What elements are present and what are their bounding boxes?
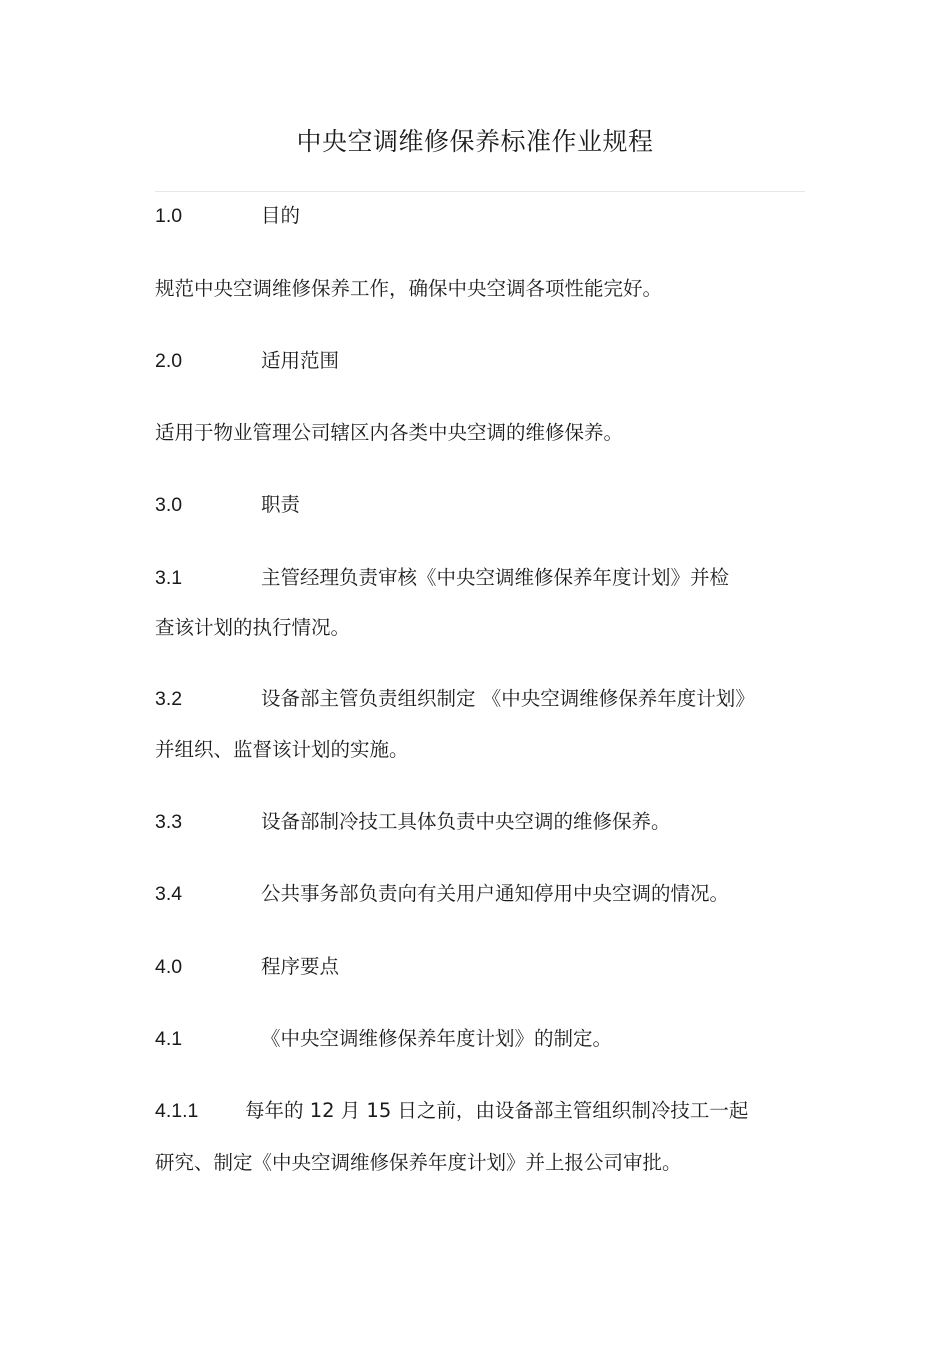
clause-4-1-1 [155, 1098, 748, 1124]
section-title: 职责 [261, 493, 301, 516]
section-title: 程序要点 [261, 955, 340, 978]
clause-text: 设备部主管负责组织制定 《中央空调维修保养年度计划》 [261, 687, 755, 710]
clause-4-1 [155, 1026, 612, 1052]
section-number: 4.0 [155, 956, 183, 978]
clause-3-2 [155, 686, 755, 712]
section-number: 3.0 [155, 494, 183, 516]
clause-number: 3.2 [155, 688, 183, 710]
clause-text: 《中央空调维修保养年度计划》的制定。 [261, 1027, 613, 1050]
clause-text: 每年的 12 月 15 日之前，由设备部主管组织制冷技工一起 [245, 1099, 749, 1122]
document-title: 中央空调维修保养标准作业规程 [296, 127, 654, 156]
section-3-heading [155, 492, 300, 518]
clause-text: 公共事务部负责向有关用户通知停用中央空调的情况。 [261, 882, 730, 905]
clause-3-4 [155, 881, 729, 907]
clause-3-1 [155, 565, 729, 591]
clause-number: 4.1 [155, 1028, 183, 1050]
clause-3-1-continuation: 查该计划的执行情况。 [155, 616, 351, 639]
section-1-heading [155, 203, 300, 229]
clause-number: 3.1 [155, 567, 183, 589]
clause-number: 3.3 [155, 811, 183, 833]
title-divider [155, 191, 805, 192]
section-4-heading [155, 954, 339, 980]
clause-3-3 [155, 809, 671, 835]
section-number: 2.0 [155, 350, 183, 372]
section-2-body: 适用于物业管理公司辖区内各类中央空调的维修保养。 [155, 421, 624, 444]
section-title: 目的 [261, 204, 301, 227]
section-title: 适用范围 [261, 349, 340, 372]
section-1-body: 规范中央空调维修保养工作，确保中央空调各项性能完好。 [155, 277, 663, 300]
clause-4-1-1-continuation: 研究、制定《中央空调维修保养年度计划》并上报公司审批。 [155, 1151, 682, 1174]
clause-text: 设备部制冷技工具体负责中央空调的维修保养。 [261, 810, 671, 833]
section-2-heading [155, 348, 339, 374]
clause-text: 主管经理负责审核《中央空调维修保养年度计划》并检 [261, 566, 730, 589]
clause-3-2-continuation: 并组织、监督该计划的实施。 [155, 738, 409, 761]
clause-number: 4.1.1 [155, 1100, 199, 1122]
clause-number: 3.4 [155, 883, 183, 905]
section-number: 1.0 [155, 205, 183, 227]
